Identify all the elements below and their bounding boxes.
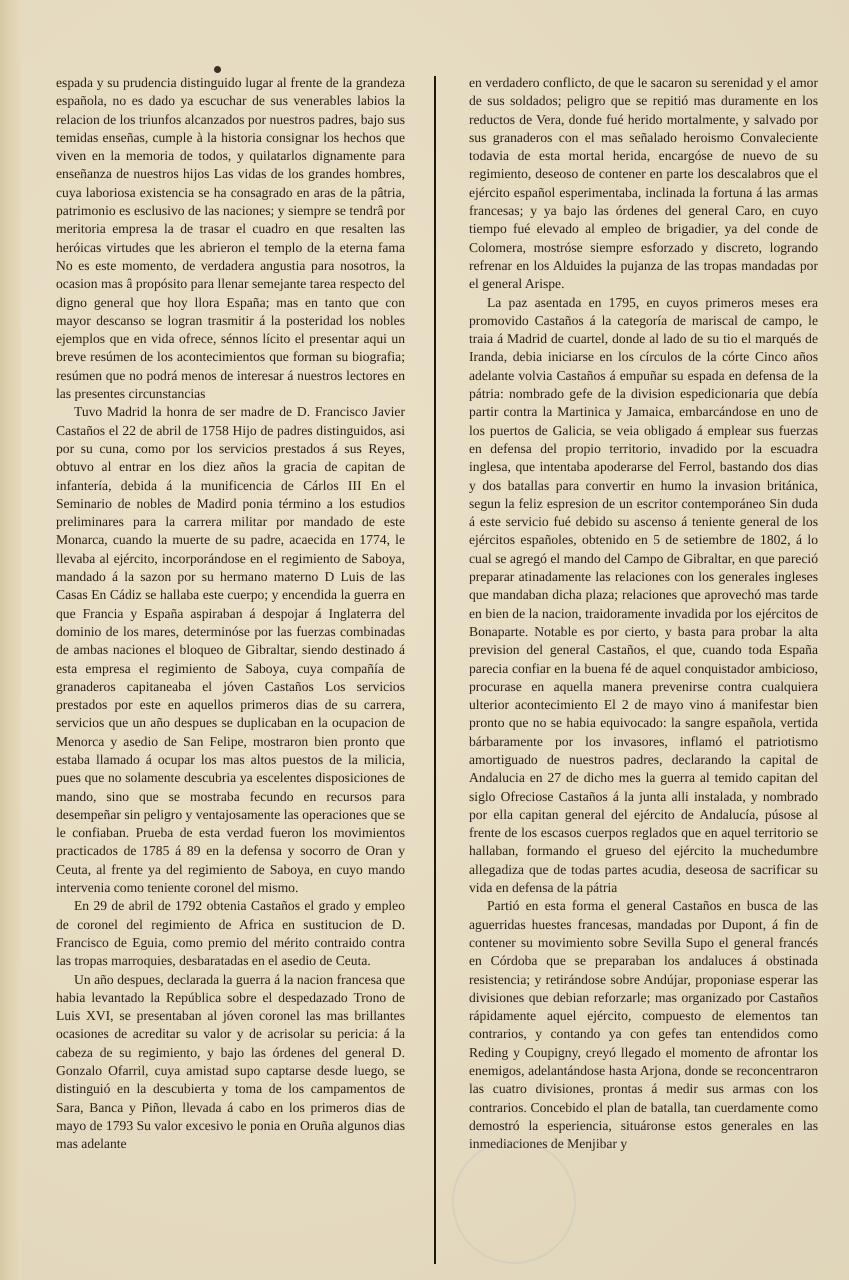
left-column <box>56 74 405 1266</box>
column-divider <box>434 76 436 1264</box>
paragraph: La paz asentada en 1795, en cuyos primeros meses era promovido Castaños á la categoría de mariscal de campo, le traia á Madrid de cuartel, donde al lado de su tio el marqués de Iranda, debia iniciarse en los círculos de la córte Cinco años adelante volvia Castaños á empuñar su espada en defensa de la pátria: nombrado gefe de la division espedicionaria que debía partir contra la Martinica y Jamaica, embarcándose en uno de los puertos de Galicia, se veia obligado á emplear sus fuerzas en defensa del propio territorio, invadido por la escuadra inglesa, que intentaba apoderarse del Ferrol, bastando dos dias y dos batallas para convertir en humo la invasion británica, segun la feliz espresion de un escritor contemporáneo Sin duda á este servicio fué debido su ascenso á teniente general de los ejércitos españoles, obtenido en 5 de setiembre de 1802, á lo cual se agregó el mando del Campo de Gibraltar, en que pareció preparar atinadamente las relaciones con los generales ingleses que mandaban dicha plaza; relaciones que aprovechó mas tarde en bien de la nacion, traidoramente invadida por los ejércitos de Bonaparte. Notable es por cierto, y basta para probar la alta prevision del general Castaños, el que, cuando toda España parecia confiar en la buena fé de aquel conquistador ambicioso, procurase en aquella manera prevenirse contra cualquiera ulterior acontecimiento El 2 de mayo vino á manifestar bien pronto que no se habia equivocado: la sangre española, vertida bárbaramente por los invasores, inflamó el patriotismo amortiguado de nuestros padres, declarando la capital de Andalucia en 27 de dicho mes la guerra al temido capitan del siglo Ofreciose Castaños á la junta alli instalada, y nombrado por ella capitan general del ejército de Andalucía, púsose al frente de los escasos cuerpos reglados que en aquel territorio se hallaban, formando el grueso del ejército la muchedumbre allegadiza que de todas partes acudia, deseosa de sacrificar su vida en defensa de la pátria <box>469 294 818 896</box>
paragraph: En 29 de abril de 1792 obtenia Castaños el grado y empleo de coronel del regimiento de Africa en sustitucion de D. Francisco de Eguia, como premio del mérito contraido contra las tropas marroquies, desbaratadas en el asedio de Ceuta. <box>56 898 405 969</box>
paragraph: espada y su prudencia distinguido lugar al frente de la grandeza española, no es dado ya escuchar de sus venerables labios la relacion de los triunfos alcanzados por nuestros padres, bajo sus temidas enseñas, cumple à la historia consignar los hechos que viven en la memoria de todos, y quilatarlos dignamente para enseñanza de nuestros hijos Las vidas de los grandes hombres, cuya laboriosa existencia se ha consagrado en aras de la pâtria, patrimonio es esclusivo de las naciones; y siempre se tendrâ por meritoria empresa la de trasar el cuadro en que resalten las heróicas virtudes que les abrieron el templo de la eterna fama No es este momento, de verdadera angustia para nosotros, la ocasion mas â propósito para llenar semejante tarea respecto del digno general que hoy llora España; mas en tanto que con mayor descanso se logran trasmitir á la posteridad los nobles ejemplos que en vida ofrece, sénnos lícito el presentar aqui un breve resúmen de los acontecimientos que forman su biografia; resúmen que no podrá menos de interesar á nuestros lectores en las presentes circunstancias <box>56 75 405 402</box>
right-column <box>469 74 818 1266</box>
paragraph: Tuvo Madrid la honra de ser madre de D. Francisco Javier Castaños el 22 de abril de 1758 Hijo de padres distinguidos, asi por su cuna, como por los servicios prestados á sus Reyes, obtuvo al entrar en los diez años la gracia de capitan de infantería, debida á la munificencia de Cárlos III En el Seminario de nobles de Madird ponia término a los estudios preliminares para la carrera militar por mandado de este Monarca, cuando la muerte de su padre, acaecida en 1774, le llevaba al ejército, incorporándose en el regimiento de Saboya, mandado á la sazon por su hermano materno D Luis de las Casas En Cádiz se hallaba este cuerpo; y encendida la guerra en que Francia y España aspiraban á despojar á Inglaterra del dominio de los mares, determinóse por las fuerzas combinadas de ambas naciones el bloqueo de Gibraltar, siendo destinado á esta empresa el regimiento de Saboya, cuya compañía de granaderos capitaneaba el jóven Castaños Los servicios prestados por este en aquellos primeros dias de su carrera, servicios que un año despues se duplicaban en la ocupacion de Menorca y asedio de San Felipe, mostraron bien pronto que estaba llamado á ocupar los mas altos puestos de la milicia, pues que no solamente descubria ya escelentes disposiciones de mando, sino que se mostraba fecundo en recursos para desempeñar sin peligro y ventajosamente las operaciones que se le confiaban. Prueba de esta verdad fueron los movimientos practicados de 1785 á 89 en la defensa y socorro de Oran y Ceuta, al frente ya del regimiento de Saboya, en cuyo mando intervenia como teniente coronel del mismo. <box>56 404 405 896</box>
paragraph: Un año despues, declarada la guerra á la nacion francesa que habia levantado la República sobre el despedazado Trono de Luis XVI, se presentaban al jóven coronel las mas brillantes ocasiones de acreditar su valor y de acrisolar su pericia: á la cabeza de su regimiento, y bajo las órdenes del general D. Gonzalo Ofarril, cuya amistad supo captarse desde luego, se distinguió en la descubierta y toma de los campamentos de Sara, Banca y Piñon, llevada á cabo en los primeros dias de mayo de 1793 Su valor excesivo le ponia en Oruña algunos dias mas adelante <box>56 971 405 1152</box>
ink-dot <box>214 66 221 73</box>
paragraph: Partió en esta forma el general Castaños en busca de las aguerridas huestes francesas, mandadas por Dupont, á fin de contener su movimiento sobre Sevilla Supo el general francés en Córdoba que se preparaban los andaluces á obstinada resistencia; y retirándose sobre Andújar, proponiase esperar las divisiones que debian reforzarle; mas organizado por Castaños rápidamente aquel ejército, compuesto de elementos tan contrarios, y contando ya con gefes tan entendidos como Reding y Coupigny, creyó llegado el momento de afrontar los enemigos, adelantándose hasta Arjona, donde se reconcentraron las cuatro divisiones, prontas á medir sus armas con los contrarios. Concebido el plan de batalla, tan cuerdamente como demostró la esperiencia, situáronse estos generales en las inmediaciones de Menjibar y <box>469 898 818 1152</box>
library-stamp <box>452 1140 576 1264</box>
paragraph: en verdadero conflicto, de que le sacaron su serenidad y el amor de sus soldados; peligro que se repitió mas duramente en los reductos de Vera, donde fué herido mortalmente, y salvado por sus granaderos con el mas señalado heroismo Convaleciente todavia de esta mortal herida, encargóse de nuevo de su regimiento, deseoso de contener en parte los descalabros que el ejército español esperimentaba, inclinada la fortuna á las armas francesas; y ya bajo las órdenes del general Caro, en cuyo tiempo fué elevado al empleo de brigadier, ya del conde de Colomera, mostróse siempre esforzado y discreto, logrando refrenar en los Alduides la pujanza de las tropas mandadas por el general Arispe. <box>469 75 818 292</box>
page-margin <box>0 0 22 1280</box>
